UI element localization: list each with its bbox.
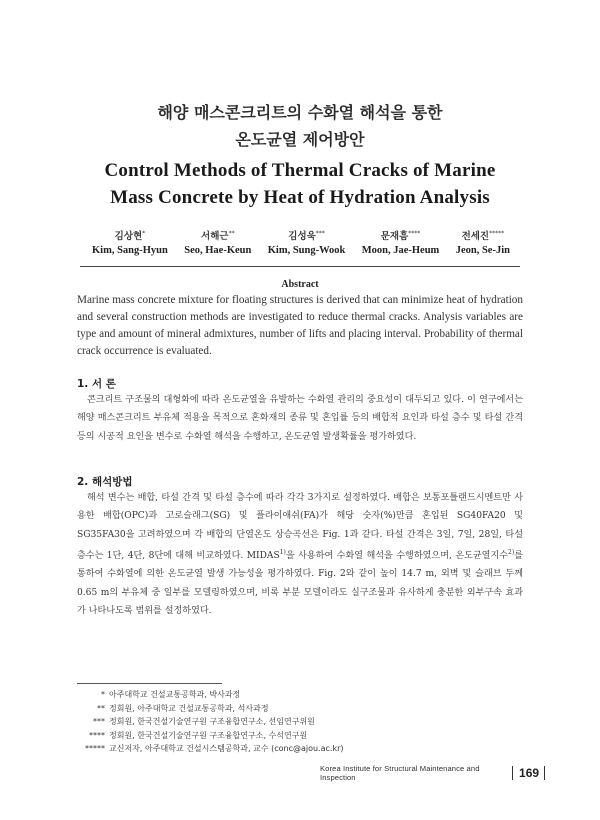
author-2-name-kr: 서해근: [201, 231, 229, 242]
author-3-mark: ***: [315, 229, 325, 237]
author-2-mark: **: [228, 229, 235, 237]
reference-2-mark: 2): [508, 548, 515, 556]
author-3: [268, 228, 346, 256]
author-list: [92, 228, 510, 256]
section-2-text: [77, 489, 523, 620]
footnote-5: [77, 742, 344, 756]
author-2-name-en: Seo, Hae-Keun: [184, 245, 252, 256]
footnote-4-mark: ****: [89, 730, 105, 740]
footer-separator: [512, 766, 513, 780]
author-divider: [80, 266, 520, 267]
reference-1-mark: 1): [279, 548, 286, 556]
footnote-list: [77, 688, 344, 756]
footer-organization: Korea Institute for Structural Maintenance and Inspection: [320, 764, 480, 782]
section-2-text-c: 를 통하여 수화열에 의한 온도균열 발생 가능성을 평가하였다. Fig. 2와 같이 높이 14.7 m, 외벽 및 슬래브 두께 0.65 m의 부유체 중 일부를 모델링하였으며, 비록 부분 모델이라도 실구조물과 유사하게 충분한 외부구속 효과가 나타나도록 범위를 설정하였다.: [77, 550, 523, 616]
author-3-name-kr: 김성욱: [288, 231, 316, 242]
footnote-divider: [77, 683, 222, 684]
author-4-name-en: Moon, Jae-Heum: [361, 245, 440, 256]
author-4-name-kr: 문재흠: [380, 231, 409, 242]
abstract-text: Marine mass concrete mixture for floating structures is derived that can minimize heat of hydration and several construction methods are investigated to reduce thermal cracks. Analysis variables are type and amount of mineral admixtures, number of lifts and placing interval. Probability of thermal crack occurrence is evaluated.: [77, 294, 523, 357]
page-number: 169: [519, 766, 540, 780]
author-5-mark: *****: [489, 229, 505, 237]
author-4-mark: ****: [408, 229, 421, 237]
footnote-2: [77, 702, 344, 716]
section-2-text-b: 을 사용하여 수화열 해석을 수행하였으며, 온도균열지수: [285, 550, 509, 561]
author-3-name-en: Kim, Sung-Wook: [267, 245, 346, 256]
section-1-heading: 1. 서 론: [77, 378, 116, 390]
footnote-5-text: 교신저자, 아주대학교 건설시스템공학과, 교수 (conc@ajou.ac.kr): [109, 744, 344, 753]
author-1: [92, 228, 168, 256]
author-5: [456, 228, 510, 256]
footnote-2-mark: **: [97, 703, 105, 713]
author-2: [184, 228, 251, 256]
author-1-name-kr: 김상현: [114, 231, 143, 242]
footnote-1: [77, 688, 344, 702]
footnote-4: [77, 729, 344, 743]
title-korean-line-2: 온도균열 제어방안: [235, 130, 365, 149]
footnote-3-mark: ***: [93, 717, 105, 726]
footer-end-bar: [544, 766, 545, 780]
author-1-mark: *: [142, 229, 146, 237]
footnote-4-text: 정회원, 한국건설기술연구원 구조융합연구소, 수석연구원: [109, 730, 308, 740]
author-5-name-en: Jeon, Se-Jin: [455, 245, 510, 256]
author-1-name-en: Kim, Sang-Hyun: [92, 245, 168, 256]
author-4: [362, 228, 440, 256]
footnote-3-text: 정회원, 한국건설기술연구원 구조융합연구소, 선임연구위원: [109, 717, 315, 726]
author-5-name-kr: 전세진: [461, 231, 490, 242]
title-korean-line-1: 해양 매스콘크리트의 수화열 해석을 통한: [157, 103, 443, 122]
footnote-1-mark: *: [101, 690, 105, 699]
footnote-2-text: 정회원, 아주대학교 건설교통공학과, 석사과정: [109, 703, 269, 713]
footnote-3: [77, 715, 344, 729]
page-footer: [320, 764, 545, 782]
abstract-heading: Abstract: [281, 279, 319, 290]
title-english-line-2: Mass Concrete by Heat of Hydration Analysis: [110, 187, 490, 208]
title-english-line-1: Control Methods of Thermal Cracks of Marine: [104, 160, 496, 181]
section-2-text-a: 해석 변수는 배합, 타설 간격 및 타설 층수에 따라 각각 3가지로 설정하였다. 배합은 보통포틀랜드시멘트만 사용한 배합(OPC)과 고로슬래그(SG) 및 플라이애쉬(FA)가 해당 숫자(%)만큼 혼입된 SG40FA20 및 SG35FA30을 고려하였으며 각 배합의 단열온도 상승곡선은 Fig. 1과 같다. 타설 간격은 3일, 7일, 28일, 타설 층수는 1단, 4단, 8단에 대해 비교하였다. MIDAS: [77, 493, 523, 561]
section-2-heading: 2. 해석방법: [77, 476, 133, 488]
section-1-text: 콘크리트 구조물의 대형화에 따라 온도균열을 유발하는 수화열 관리의 중요성이 대두되고 있다. 이 연구에서는 해양 매스콘크리트 부유체 적용을 목적으로 혼화재의 종류 및 혼입률 등의 배합적 요인과 타설 층수 및 타설 간격 등의 시공적 요인을 변수로 수화열 해석을 수행하고, 온도균열 발생확률을 평가하였다.: [77, 395, 523, 442]
footnote-5-mark: *****: [85, 744, 105, 753]
footnote-1-text: 아주대학교 건설교통공학과, 박사과정: [109, 690, 241, 699]
